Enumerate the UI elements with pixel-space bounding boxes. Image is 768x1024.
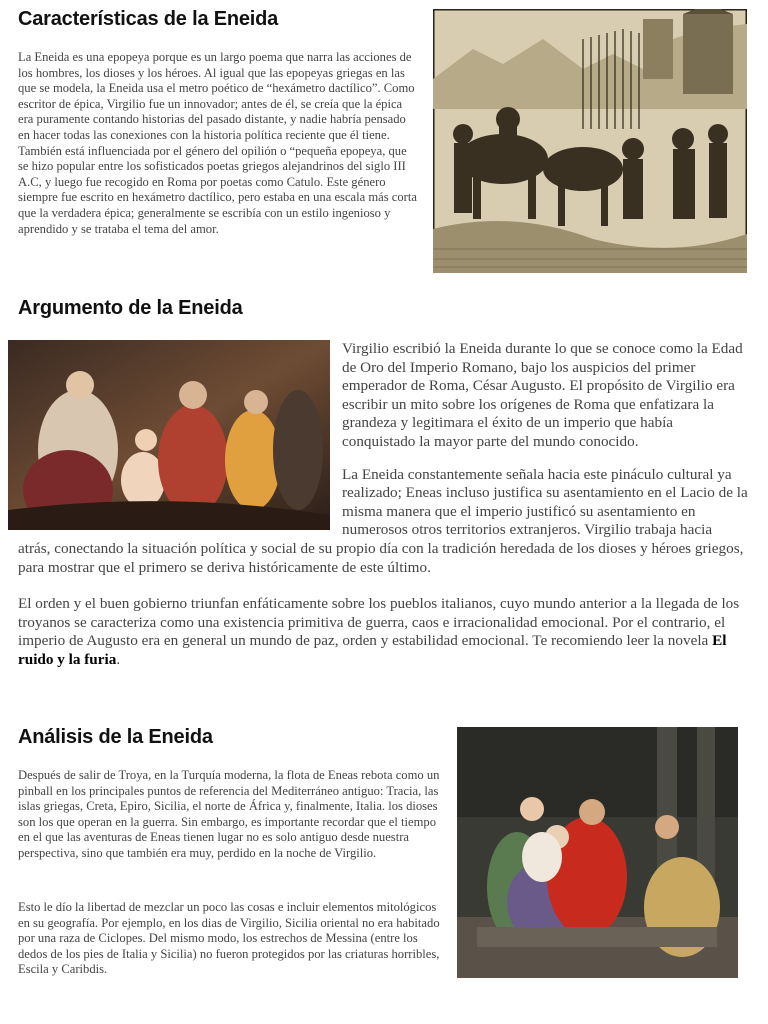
- analisis-paragraph-2: Esto le dío la libertad de mezclar un poco las cosas e incluir elementos mitológicos en su geografía. Por ejemplo, en los dias de Virgilio, Sicilia oriental no era habitado por una raza de Ciclopes. Del mismo modo, los estrechos de Messina (entre los dedos de los pies de Italia y Sicilia) no fueron protegidos por las criaturas horribles, Escila y Caribdis.: [18, 900, 440, 977]
- caracteristicas-paragraph: La Eneida es una epopeya porque es un largo poema que narra las acciones de los hombres, los dioses y los héroes. Al igual que las epopeyas griegas en las que se modela, la Eneida usa el metro poético de “hexámetro dactílico”. Como escritor de épica, Virgilio fue un innovador; antes de él, se creía que la épica era puramente contando historias del pasado distante, y nadie habría pensado en hacer todas las conexiones con la historia política reciente que él tiene. También está influenciada por el género del opilión o “pequeña epopeya, que se hizo popular entre los sofisticados poetas griegos alejandrinos del siglo III A.C, y luego fue recogido en Roma por poetas como Catulo. Este género siempre fue escrito en hexámetro dactílico, pero estaba en una escala más corta que la verdadera épica; generalmente se escribía con un estilo ingenioso y aprendido y se trataba el tema del amor.: [18, 50, 417, 236]
- argumento-paragraph-3-text: El orden y el buen gobierno triunfan enfáticamente sobre los pueblos italianos, cuyo mundo anterior a la llegada de los troyanos se caracteriza como una existencia primitiva de guerra, caos e irracionalidad emocional. Por el contrario, el imperio de Augusto era en general un mundo de paz, orden y estabilidad emocional. Te recomiendo leer la novela: [18, 595, 740, 650]
- argumento-paragraph-3: [18, 595, 748, 669]
- novel-title-link[interactable]: El ruido y la furia: [18, 632, 727, 668]
- argumento-paragraph-2: La Eneida constantemente señala hacia este pináculo cultural ya realizado; Eneas incluso justifica su asentamiento en el Lacio de la misma manera que el imperio justificó su asentamiento en numerosos otros territorios extranjeros. Virgilio trabaja hacia atrás, conectando la situación política y social de su propio día con la tradición heredada de los dioses y héroes griegos, para mostrar que el primero se deriva históricamente de este último.: [18, 465, 748, 576]
- analisis-paragraph-1: Después de salir de Troya, en la Turquía moderna, la flota de Eneas rebota como un pinball en los principales puntos de referencia del Mediterráneo antiguo: Tracia, las islas griegas, Creta, Epiro, Sicilia, el norte de África y, finalmente, Italia. los dioses son los que operan en la guerra. Sin embargo, es importante recordar que el tiempo en el que las aventuras de Eneas tienen lugar no es solo antiguo desde nuestra perspectiva, sino que también era muy, perdido en la noche de Virgilio.: [18, 768, 440, 860]
- argumento-paragraph-1: Virgilio escribió la Eneida durante lo que se conoce como la Edad de Oro del Imperio Romano, bajo los auspicios del primer emperador de Roma, César Augusto. El propósito de Virgilio era escribir un mito sobre los orígenes de Roma que enfatizara la grandeza y legitimara el éxito de un imperio que había conquistado la mayor parte del mundo conocido.: [342, 340, 743, 450]
- section-title-analisis: Análisis de la Eneida: [18, 726, 213, 748]
- argumento-paragraph-3-end: .: [116, 650, 121, 668]
- battle-engraving-image: [433, 9, 747, 273]
- section-title-caracteristicas: Características de la Eneida: [18, 8, 279, 30]
- virgilio-painting-image: [457, 727, 738, 978]
- section-title-argumento: Argumento de la Eneida: [18, 297, 243, 319]
